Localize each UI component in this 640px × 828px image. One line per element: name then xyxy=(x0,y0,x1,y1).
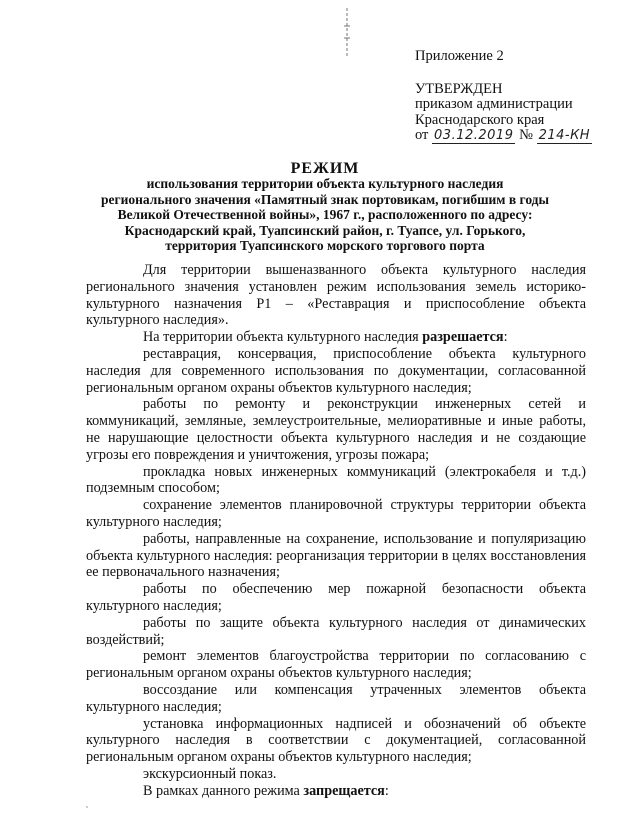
intro-paragraph: Для территории вышеназванного объекта культурного наследия регионального значения установлен режим использования земель историко-культурного назначения Р1 – «Реставрация и приспособление объекта культурного наследия». xyxy=(86,262,586,329)
allowed-lead: На территории объекта культурного наследия xyxy=(143,329,419,346)
list-item: воссоздание или компенсация утраченных элементов объекта культурного наследия; xyxy=(86,681,586,715)
list-item: работы, направленные на сохранение, использование и популяризацию объекта культурного наследия: реорганизация территории в целях восстановления ее первоначального назначения; xyxy=(86,530,586,581)
list-item: сохранение элементов планировочной структуры территории объекта культурного наследия; xyxy=(86,497,586,530)
list-item: прокладка новых инженерных коммуникаций (электрокабеля и т.д.) подземным способом; xyxy=(86,463,586,497)
document-subtitle: использования территории объекта культурного наследия регионального значения «Памятный знак портовикам, погибшим в годы Великой Отечественной войны», 1967 г., расположенного по адресу: Краснодарский край, Туапсинский район, г. Туапсе, ул. Горького, территория Туапсинского морского торгового порта xyxy=(100,176,550,254)
prohibited-heading xyxy=(86,783,586,800)
date-value: 03.12.2019 xyxy=(434,128,514,143)
list-item: ремонт элементов благоустройства территории по согласованию с региональным органом охраны объектов культурного наследия; xyxy=(86,648,586,682)
appendix-label: Приложение 2 xyxy=(415,48,504,64)
allowed-word: разрешается xyxy=(422,329,504,346)
list-item: реставрация, консервация, приспособление объекта культурного наследия для современного использования по документации, согласованной региональным органом охраны объектов культурного наследия; xyxy=(86,345,586,396)
document-title: РЕЖИМ xyxy=(290,160,360,177)
list-item: работы по ремонту и реконструкции инженерных сетей и коммуникаций, земляные, землеустроительные, мелиоративные и иные работы, не нарушающие целостности объекта культурного наследия и не создающие угрозы его повреждения и уничтожения, угрозы пожара; xyxy=(86,396,586,463)
order-line-2: Краснодарского края xyxy=(415,111,545,128)
list-item: работы по обеспечению мер пожарной безопасности объекта культурного наследия; xyxy=(86,581,586,614)
number-value: 214-КН xyxy=(538,128,591,143)
list-item: работы по защите объекта культурного наследия от динамических воздействий; xyxy=(86,614,586,648)
order-line-1: приказом администрации xyxy=(415,96,573,112)
allowed-tail: : xyxy=(503,329,508,346)
prohibited-tail: : xyxy=(384,782,389,799)
approved-label: УТВЕРЖДЕН xyxy=(415,80,503,97)
prohibited-lead: В рамках данного режима xyxy=(143,782,300,799)
date-prefix: от xyxy=(415,127,429,143)
date-line xyxy=(415,128,592,144)
list-item: установка информационных надписей и обозначений об объекте культурного наследия в соответствии с документацией, согласованной региональным органом охраны объектов культурного наследия; xyxy=(86,715,586,766)
document-body xyxy=(86,262,586,800)
approval-block xyxy=(415,49,592,144)
list-item: экскурсионный показ. xyxy=(143,765,277,782)
allowed-heading xyxy=(86,329,586,346)
number-prefix: № xyxy=(519,127,533,143)
prohibited-word: запрещается xyxy=(303,782,385,799)
staple-mark-icon xyxy=(343,8,351,58)
scan-speck xyxy=(86,806,88,808)
